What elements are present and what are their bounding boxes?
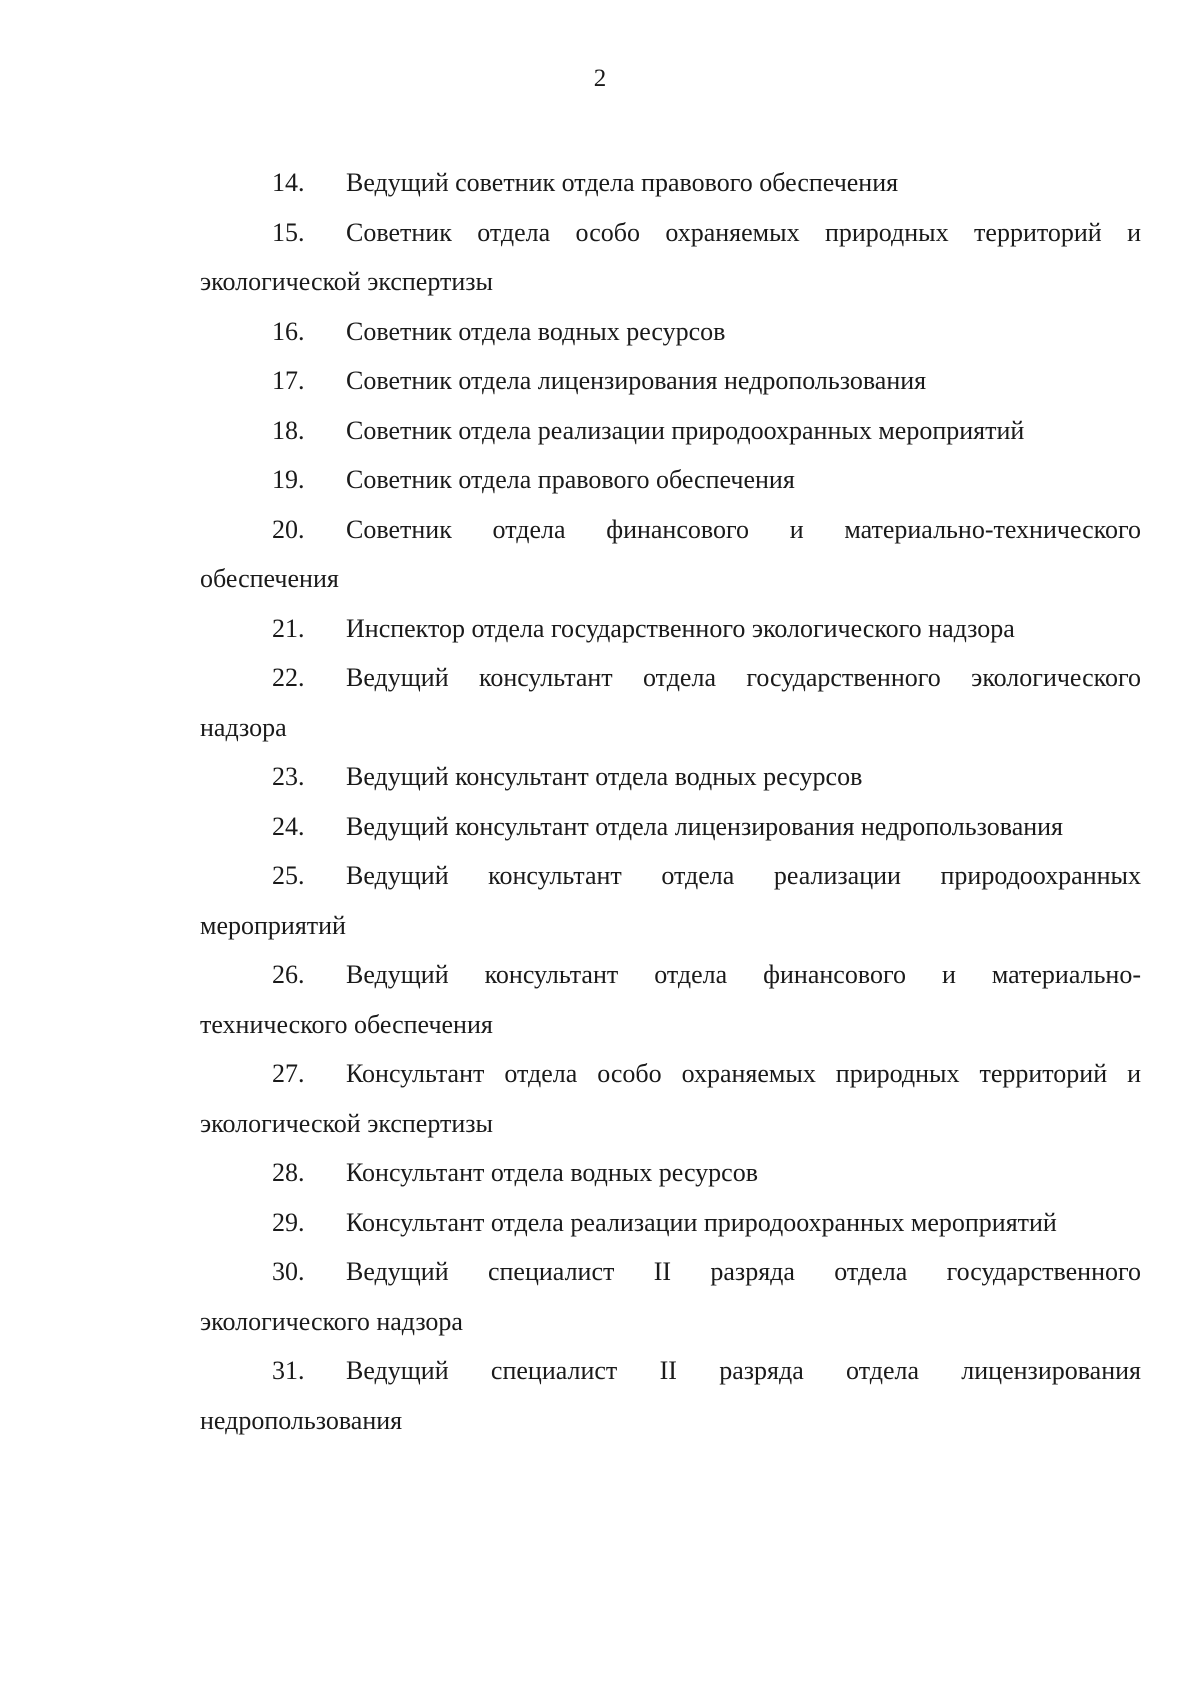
list-item-text: Консультант отдела реализации природоохранных мероприятий	[346, 1207, 1057, 1237]
page-number: 2	[593, 65, 607, 92]
list-item-number: 15.	[272, 217, 305, 247]
list-item-continuation: мероприятий	[200, 910, 346, 940]
list-item-text: Ведущий специалист II разряда отдела лицензирования	[346, 1356, 1141, 1385]
list-item-number: 21.	[272, 613, 305, 643]
list-item-first-line	[200, 505, 1141, 555]
list-item-text: Ведущий специалист II разряда отдела государственного	[346, 1257, 1141, 1286]
list-item-first-line	[200, 1198, 1141, 1248]
list-item-text: Советник отдела особо охраняемых природных территорий и	[346, 217, 1141, 247]
list-item-text: Советник отдела реализации природоохранных мероприятий	[346, 415, 1025, 445]
list-item	[200, 604, 1141, 654]
list-item-first-line	[200, 356, 1141, 406]
list-item-continuation: экологической экспертизы	[200, 267, 494, 296]
list-item	[200, 1049, 1141, 1148]
list-item-text: Ведущий консультант отдела водных ресурсов	[346, 762, 863, 791]
list-item-first-line	[200, 653, 1141, 703]
list-item-first-line	[200, 604, 1141, 654]
list-item	[200, 406, 1141, 456]
list-item-continuation: технического обеспечения	[200, 1009, 493, 1039]
list-item	[200, 653, 1141, 752]
list-item-number: 23.	[272, 762, 305, 791]
list-item-number: 26.	[272, 960, 305, 989]
list-item	[200, 851, 1141, 950]
list-item-text: Ведущий консультант отдела реализации природоохранных	[346, 861, 1141, 890]
list-item	[200, 307, 1141, 357]
list-item-first-line	[200, 1247, 1141, 1297]
list-item-number: 28.	[272, 1158, 305, 1187]
list-item	[200, 802, 1141, 852]
list-item-continuation: недропользования	[200, 1405, 403, 1435]
list-item-number: 18.	[272, 415, 305, 445]
list-item-text: Советник отдела финансового и материально-технического	[346, 514, 1141, 544]
list-item-first-line	[200, 950, 1141, 1000]
list-item-number: 19.	[272, 465, 305, 494]
list-item-number: 16.	[272, 316, 305, 346]
list-item	[200, 1247, 1141, 1346]
list-item-number: 20.	[272, 514, 305, 544]
list-item-first-line	[200, 455, 1141, 505]
list-item-number: 29.	[272, 1207, 305, 1237]
list-item-first-line	[200, 1346, 1141, 1396]
list-item-number: 25.	[272, 861, 305, 890]
list-item-number: 27.	[272, 1059, 305, 1088]
list-item-number: 24.	[272, 811, 305, 841]
list-item-number: 17.	[272, 366, 305, 395]
list-item	[200, 208, 1141, 307]
list-item-text: Инспектор отдела государственного экологического надзора	[346, 613, 1015, 643]
list-item-text: Ведущий консультант отдела государственного экологического	[346, 663, 1141, 692]
list-item-number: 22.	[272, 663, 305, 692]
list-item	[200, 950, 1141, 1049]
list-item-text: Ведущий консультант отдела финансового и материально-	[346, 960, 1141, 989]
list-item	[200, 1148, 1141, 1198]
list-item-text: Консультант отдела водных ресурсов	[346, 1158, 758, 1187]
position-list	[200, 158, 1141, 1445]
list-item-first-line	[200, 208, 1141, 258]
list-item-text: Ведущий консультант отдела лицензирования недропользования	[346, 811, 1064, 841]
list-item-first-line	[200, 802, 1141, 852]
list-item-text: Консультант отдела особо охраняемых природных территорий и	[346, 1059, 1141, 1088]
list-item	[200, 1346, 1141, 1445]
list-item-continuation: надзора	[200, 712, 287, 742]
list-item-text: Ведущий советник отдела правового обеспечения	[346, 168, 899, 197]
list-item-continuation: обеспечения	[200, 564, 339, 593]
list-item-number: 30.	[272, 1257, 305, 1286]
list-item-first-line	[200, 851, 1141, 901]
list-item	[200, 752, 1141, 802]
list-item	[200, 158, 1141, 208]
list-item-text: Советник отдела водных ресурсов	[346, 316, 726, 346]
list-item-text: Советник отдела правового обеспечения	[346, 465, 795, 494]
list-item-first-line	[200, 1049, 1141, 1099]
list-item	[200, 505, 1141, 604]
list-item-continuation: экологического надзора	[200, 1306, 463, 1336]
list-item-number: 14.	[272, 168, 305, 197]
list-item-number: 31.	[272, 1356, 305, 1385]
list-item-first-line	[200, 406, 1141, 456]
list-item	[200, 455, 1141, 505]
list-item-first-line	[200, 158, 1141, 208]
list-item-text: Советник отдела лицензирования недропользования	[346, 366, 927, 395]
list-item	[200, 356, 1141, 406]
list-item	[200, 1198, 1141, 1248]
list-item-continuation: экологической экспертизы	[200, 1108, 494, 1138]
list-item-first-line	[200, 1148, 1141, 1198]
list-item-first-line	[200, 752, 1141, 802]
list-item-first-line	[200, 307, 1141, 357]
